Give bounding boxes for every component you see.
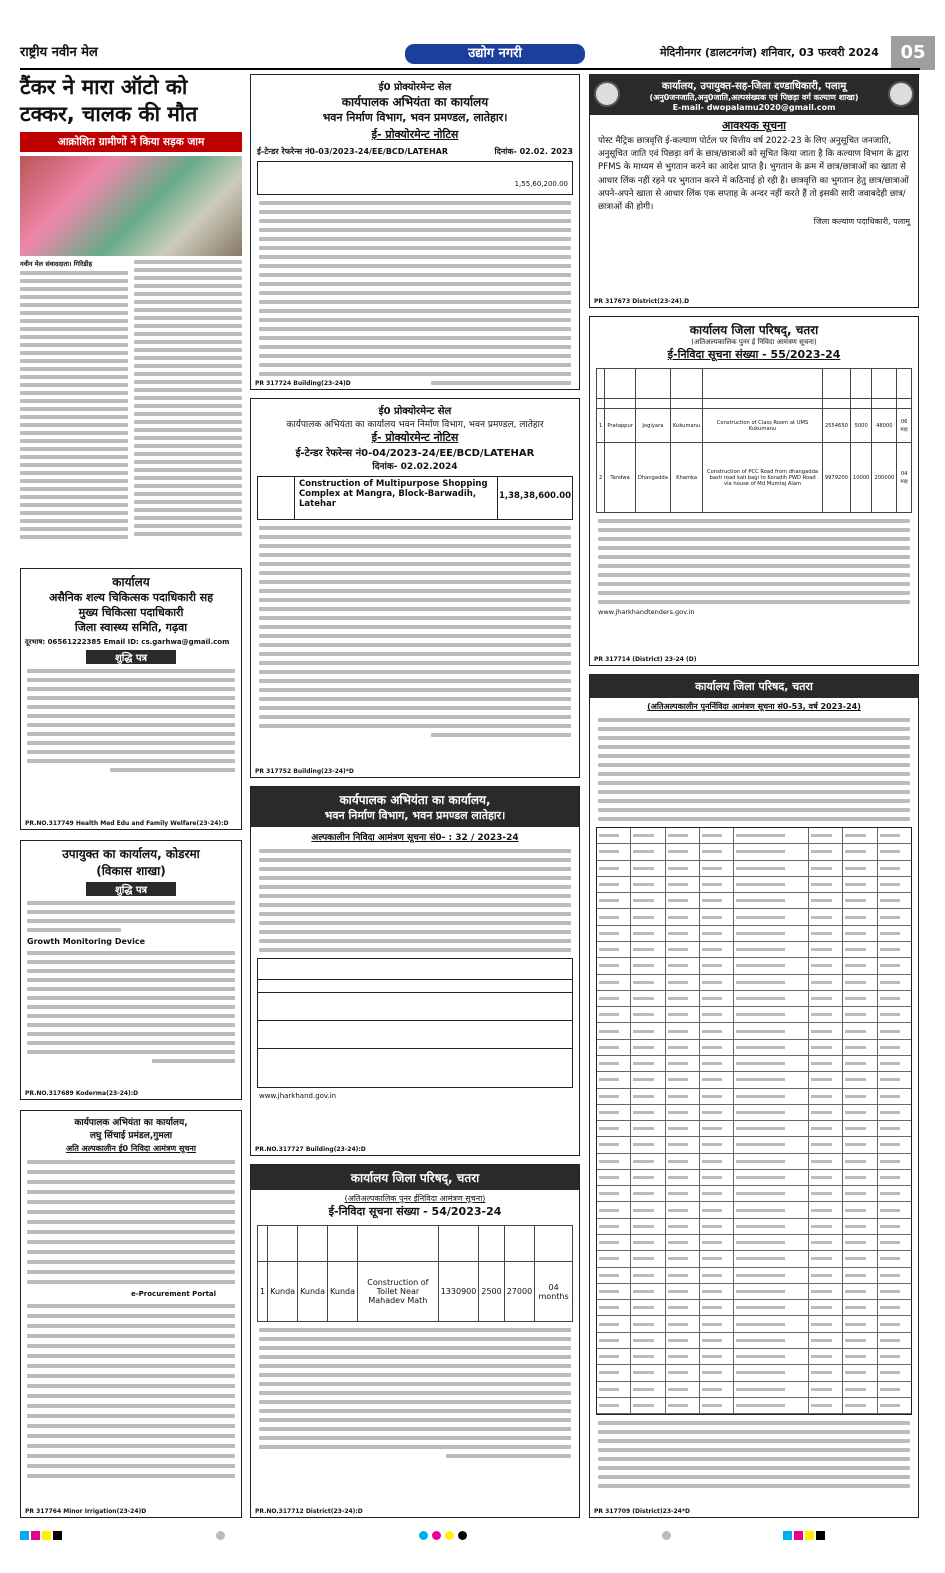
office-name: कार्यालय जिला परिषद, चतरा: [590, 675, 918, 698]
office-name: कार्यपालक अभियंता का कार्यालय: [341, 95, 489, 109]
table-row: [597, 1121, 911, 1137]
notice-subtitle: (विकास शाखा): [96, 864, 166, 878]
table-row: 1 Pratappur Jogiyara Kukumanu Construction of Class Room at UMS Kukumanu 2554650 5000 48000 06 माह: [597, 409, 912, 443]
tender-latehar-32: [250, 786, 580, 1156]
table-row: [597, 942, 911, 958]
table-row: [597, 1023, 911, 1039]
table-row: [597, 1202, 911, 1218]
masthead-rule: [20, 68, 920, 70]
page-number: 05: [891, 36, 935, 70]
division-name: भवन निर्माण विभाग, भवन प्रमण्डल, लातेहार।: [322, 111, 508, 124]
notice-subtitle: जिला स्वास्थ्य समिति, गढ़वा: [74, 621, 188, 634]
pr-number: PR 317724 Building(23-24)D: [255, 380, 351, 387]
tender-details: [259, 1328, 571, 1458]
portal-name: e-Procurement Portal: [131, 1290, 217, 1298]
notice-title: कार्यालय: [112, 575, 150, 589]
news-dateline: नवीन मेल संवाददाता। गिरिडीह: [20, 260, 93, 268]
notice-table: [27, 1160, 235, 1284]
table-row: [597, 1072, 911, 1088]
table-row: [597, 877, 911, 893]
notice-heading: ई-निविदा सूचना संख्या - 55/2023-24: [667, 348, 841, 361]
tender-amount: 1,38,38,600.00: [498, 491, 572, 501]
tender-details: [259, 201, 571, 385]
notice-title: कार्यपालक अभियंता का कार्यालय,: [74, 1118, 188, 1128]
pr-number: PR 317673 District(23-24).D: [594, 298, 690, 305]
notice-heading: ई- प्रोक्योरमेन्ट नोटिस: [371, 128, 459, 141]
pr-number: PR 317752 Building(23-24)*D: [255, 768, 354, 775]
office-name: कार्यपालक अभियंता का कार्यालय भवन निर्माण विभाग, भवन प्रमण्डल, लातेहार: [286, 420, 544, 430]
website-link: www.jharkhand.gov.in: [259, 1092, 337, 1100]
news-headline: टैंकर ने मारा ऑटो को टक्कर, चालक की मौत: [20, 75, 198, 126]
notice-table: [27, 1304, 235, 1478]
office-name: कार्यालय जिला परिषद्, चतरा: [251, 1165, 579, 1190]
news-body-right: [134, 260, 242, 536]
tender-details: [598, 519, 910, 604]
table-row: 2 Tandwa Dhangadda Khamka Construction of PCC Road from dhangadda basti road kali bagi to Koradih PWD Road via house of Md Mumtaj Alam 9979200 10000 200000 04 माह: [597, 443, 912, 513]
table-row: [597, 1137, 911, 1153]
tender-banner: [251, 787, 579, 827]
notice-body: [27, 951, 235, 1063]
table-row: [597, 958, 911, 974]
news-subhead: आक्रोशित ग्रामीणों ने किया सड़क जाम: [20, 132, 242, 152]
corrigendum-label: शुद्धि पत्र: [86, 650, 176, 664]
section-banner: उद्योग नगरी: [405, 44, 585, 64]
cell-name: ई0 प्रोक्योरमेन्ट सेल: [378, 406, 452, 417]
notice-heading: ई- प्रोक्योरमेन्ट नोटिस: [371, 431, 459, 444]
table-row: [597, 1040, 911, 1056]
tender-date: दिनांक- 02.02. 2023: [494, 147, 573, 156]
tender-chatra-55: [589, 316, 919, 666]
notice-subtitle: असैनिक शल्य चिकित्सक पदाधिकारी सह: [48, 591, 214, 604]
pr-number: PR.NO.317689 Koderma(23-24):D: [25, 1090, 139, 1097]
notice-koderma: [20, 840, 242, 1100]
table-row: [597, 975, 911, 991]
table-row: [597, 1284, 911, 1300]
issue-date: मेदिनीनगर (डालटनगंज) शनिवार, 03 फरवरी 2024: [660, 46, 879, 59]
cell-name: ई0 प्रोक्योरमेन्ट सेल: [378, 82, 452, 93]
table-row: [597, 991, 911, 1007]
table-row: [597, 1251, 911, 1267]
news-story: [20, 74, 242, 539]
corrigendum-label: शुद्धि पत्र: [86, 882, 176, 896]
notice-body: पोस्ट मैट्रिक छात्रवृत्ति ई-कल्याण पोर्टल पर वित्तीय वर्ष 2022-23 के लिए अनुसूचित जनजाति, अनुसूचित जाति एवं पिछड़ा वर्ग के छात्र/छात्राओं को सूचित किया जाता है कि कल्याण विभाग के द्वारा PFMS के माध्यम से भुगतान करने का आदेश प्राप्त है। भुगतान के क्रम में छात्र/छात्राओं का खाता से आधार लिंक नहीं रहने पर भुगतान करने में कठिनाई हो रही है। छात्रवृत्ति का भुगतान हेतु छात्र/छात्राओं अपने-अपने खाता से आधार लिंक एक सप्ताह के अन्दर नहीं करते हैं तो इसकी सारी जवाबदेही छात्र/छात्राओं की होगी।: [598, 136, 909, 213]
tender-date: दिनांक- 02.02.2024: [372, 462, 458, 472]
print-registration-bar: [20, 1525, 920, 1537]
table-row: [597, 1007, 911, 1023]
notice-subtitle: मुख्य चिकित्सा पदाधिकारी: [78, 606, 184, 619]
tender-table: [596, 827, 912, 1415]
emblem-icon: [594, 81, 620, 107]
table-row: [597, 1219, 911, 1235]
notice-heading: अल्पकालीन निविदा आमंत्रण सूचना सं0- : 32 / 2023-24: [311, 833, 519, 843]
table-row: [597, 909, 911, 925]
notice-subtitle: (अतिअल्पकालिक पुनर ई निविदा आमंत्रण सूचना): [691, 338, 817, 346]
table-row: [597, 1316, 911, 1332]
table-row: [597, 1365, 911, 1381]
table-row: [597, 1398, 911, 1414]
tender-details: [259, 849, 571, 952]
notice-title: उपायुक्त का कार्यालय, कोडरमा: [62, 847, 200, 861]
pr-number: PR 317709 (District)23-24*D: [594, 1508, 690, 1515]
notice-banner: [590, 75, 918, 115]
tender-chatra-53: [589, 674, 919, 1518]
notice-subtitle: लघु सिंचाई प्रमंडल,गुमला: [89, 1131, 173, 1141]
tender-details: [259, 526, 571, 737]
table-row: [597, 1235, 911, 1251]
emblem-icon: [888, 81, 914, 107]
tender-table: [596, 368, 912, 513]
pr-number: PR.NO.317712 District(23-24):D: [255, 1508, 363, 1515]
notice-contact: दूरभाष: 06561222385 Email ID: cs.garhwa@gmail.com: [25, 638, 230, 646]
notice-garhwa-health: [20, 568, 242, 830]
notice-heading: ई-निविदा सूचना संख्या - 54/2023-24: [328, 1205, 502, 1218]
office-name: कार्यालय, उपायुक्त-सह-जिला दण्डाधिकारी, पलामू: [661, 81, 847, 92]
table-row: [597, 1105, 911, 1121]
news-photo: [20, 156, 242, 256]
division-name: (अनु0जनजाति,अनु0जाति,अल्पसंख्यक एवं पिछड़ा वर्ग कल्याण शाखा): [649, 93, 859, 102]
table-row: [597, 1300, 911, 1316]
table-row: [597, 1170, 911, 1186]
tender-details: [598, 718, 910, 821]
table-row: [597, 861, 911, 877]
table-row: [597, 1186, 911, 1202]
tender-chatra-54: [250, 1164, 580, 1518]
table-row: [597, 844, 911, 860]
table-row: [597, 1382, 911, 1398]
tender-table: [257, 161, 573, 195]
pr-number: PR 317764 Minor Irrigation(23-24)D: [25, 1508, 147, 1515]
tender-table: [257, 1225, 573, 1322]
tender-amount: 1,55,60,200.00: [514, 180, 568, 188]
notice-gumla: [20, 1110, 242, 1518]
notice-body: [27, 669, 235, 772]
tender-reference: ई-टेन्डर रेफरेन्स नं0-03/2023-24/EE/BCD/LATEHAR: [257, 147, 449, 156]
website-link: www.jharkhandtenders.gov.in: [598, 608, 695, 616]
table-row: 1 Kunda Kunda Kunda Construction of Toilet Near Mahadev Math 1330900 2500 27000 04 months: [258, 1262, 573, 1322]
notice-heading: अति अल्पकालीन ई0 निविदा आमंत्रण सूचना: [66, 1144, 196, 1153]
table-row: [597, 1349, 911, 1365]
tender-details: [598, 1421, 910, 1488]
device-name: Growth Monitoring Device: [27, 937, 146, 946]
notice-email: E-mail- dwopalamu2020@gmail.com: [672, 103, 836, 112]
table-row: [597, 1333, 911, 1349]
tender-table: [257, 958, 573, 1088]
office-name: कार्यालय जिला परिषद्, चतरा: [689, 323, 819, 337]
brand-name: राष्ट्रीय नवीन मेल: [20, 45, 98, 60]
work-name: Construction of Multipurpose Shopping Complex at Mangra, Block-Barwadih, Latehar: [295, 477, 498, 519]
table-row: [597, 893, 911, 909]
division-name: भवन निर्माण विभाग, भवन प्रमण्डल लातेहार।: [324, 809, 506, 822]
table-row: [597, 926, 911, 942]
masthead: [20, 40, 926, 66]
pr-number: PR.NO.317749 Health Med Edu and Family Welfare(23-24):D: [25, 820, 229, 827]
notice-heading: आवश्यक सूचना: [721, 119, 787, 132]
office-name: कार्यपालक अभियंता का कार्यालय,: [339, 793, 491, 807]
table-row: [597, 1056, 911, 1072]
tender-latehar-04: [250, 398, 580, 778]
pr-number: PR 317714 (District) 23-24 (D): [594, 656, 697, 663]
news-body-left: [20, 271, 128, 539]
notice-palamu: [589, 74, 919, 308]
notice-heading: (अतिअल्पकालीन पुनर्निविदा आमंत्रण सूचना सं0-53, वर्ष 2023-24): [647, 702, 861, 711]
table-row: [597, 1089, 911, 1105]
pr-number: PR.NO.317727 Building(23-24):D: [255, 1146, 366, 1153]
table-row: [597, 1154, 911, 1170]
tender-table: [257, 476, 573, 520]
tender-latehar-03: [250, 74, 580, 390]
notice-signatory: जिला कल्याण पदाधिकारी, पलामू: [813, 217, 910, 227]
table-row: [597, 828, 911, 844]
notice-subtitle: (अतिअल्पकालिक पुनर ईनिविदा आमंत्रण सूचना): [344, 1194, 486, 1203]
table-row: [597, 1268, 911, 1284]
tender-reference: ई-टेन्डर रेफरेन्स नं0-04/2023-24/EE/BCD/LATEHAR: [295, 448, 535, 459]
notice-body: [27, 901, 235, 932]
